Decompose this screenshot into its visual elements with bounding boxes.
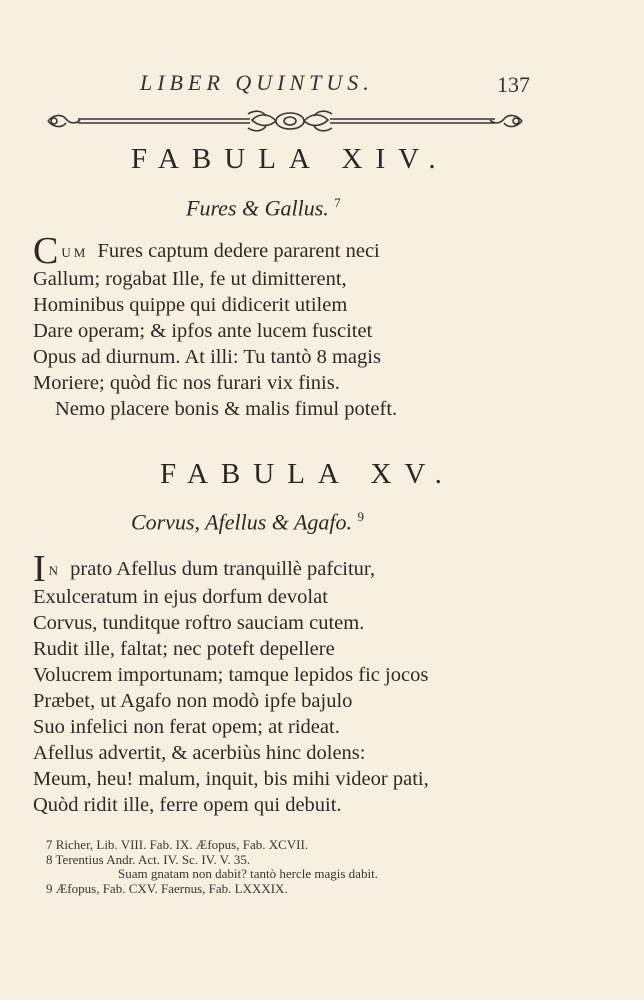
verse-line: Corvus, tunditque roftro sauciam cutem. — [33, 612, 365, 634]
fable-15-subtitle-text: Corvus, Afellus & Agafo. — [131, 509, 353, 535]
verse-line: Præbet, ut Agafo non modò ipfe bajulo — [33, 690, 353, 712]
verse-line: Opus ad diurnum. At illi: Tu tantò 8 magis — [33, 346, 381, 368]
verse-line: Volucrem importunam; tamque lepidos fic jocos — [33, 664, 429, 686]
footnotes — [46, 838, 378, 896]
verse-line: Moriere; quòd fic nos furari vix finis. — [33, 372, 340, 394]
ornamental-rule-icon — [40, 106, 530, 136]
page-number: 137 — [497, 72, 530, 97]
drop-cap: I — [33, 548, 46, 590]
verse-line: Rudit ille, faltat; nec poteft depellere — [33, 638, 335, 660]
fable-15-subtitle — [131, 509, 364, 535]
fable-14-note-ref: 7 — [334, 195, 341, 210]
fable-15-first-line — [33, 548, 429, 590]
fable-14-first-line — [33, 230, 397, 272]
footnote: 8 Terentius Andr. Act. IV. Sc. IV. V. 35. — [46, 851, 251, 867]
verse-line: Afellus advertit, & acerbiùs hinc dolens: — [33, 742, 366, 764]
footnote: 9 Æfopus, Fab. CXV. Faernus, Fab. LXXXIX. — [46, 880, 288, 896]
verse-line: prato Afellus dum tranquillè pafcitur, — [70, 558, 376, 580]
verse-line: Fures captum dedere pararent neci — [97, 240, 380, 262]
footnote-quote: Suam gnatam non dabit? tantò hercle magis dabit. — [118, 866, 378, 881]
fable-14-subtitle-text: Fures & Gallus. — [186, 195, 329, 221]
fable-15-note-ref: 9 — [357, 509, 365, 524]
verse-line: Suo infelici non ferat opem; at rideat. — [33, 716, 340, 738]
verse-line: Dare operam; & ipfos ante lucem fuscitet — [33, 320, 373, 342]
fable-15-verse — [33, 548, 429, 818]
fable-14-subtitle — [186, 195, 341, 221]
fable-14-title: FABULA XIV. — [131, 143, 449, 175]
fable-15-title: FABULA XV. — [160, 458, 455, 490]
verse-line: Hominibus quippe qui didicerit utilem — [33, 294, 348, 316]
small-caps: N — [48, 563, 62, 578]
verse-line: Gallum; rogabat Ille, fe ut dimitterent, — [33, 268, 347, 290]
drop-cap: C — [33, 230, 59, 272]
fable-14-verse — [33, 230, 398, 422]
footnote: 7 Richer, Lib. VIII. Fab. IX. Æfopus, Fab. XCVII. — [46, 837, 309, 852]
small-caps: UM — [61, 245, 89, 260]
verse-line: Exulceratum in ejus dorfum devolat — [33, 586, 328, 608]
verse-line: Meum, heu! malum, inquit, bis mihi videor pati, — [33, 768, 429, 790]
moral-line: Nemo placere bonis & malis fimul poteft. — [55, 398, 398, 420]
running-head: LIBER QUINTUS. — [140, 70, 374, 95]
verse-line: Quòd ridit ille, ferre opem qui debuit. — [33, 794, 342, 816]
